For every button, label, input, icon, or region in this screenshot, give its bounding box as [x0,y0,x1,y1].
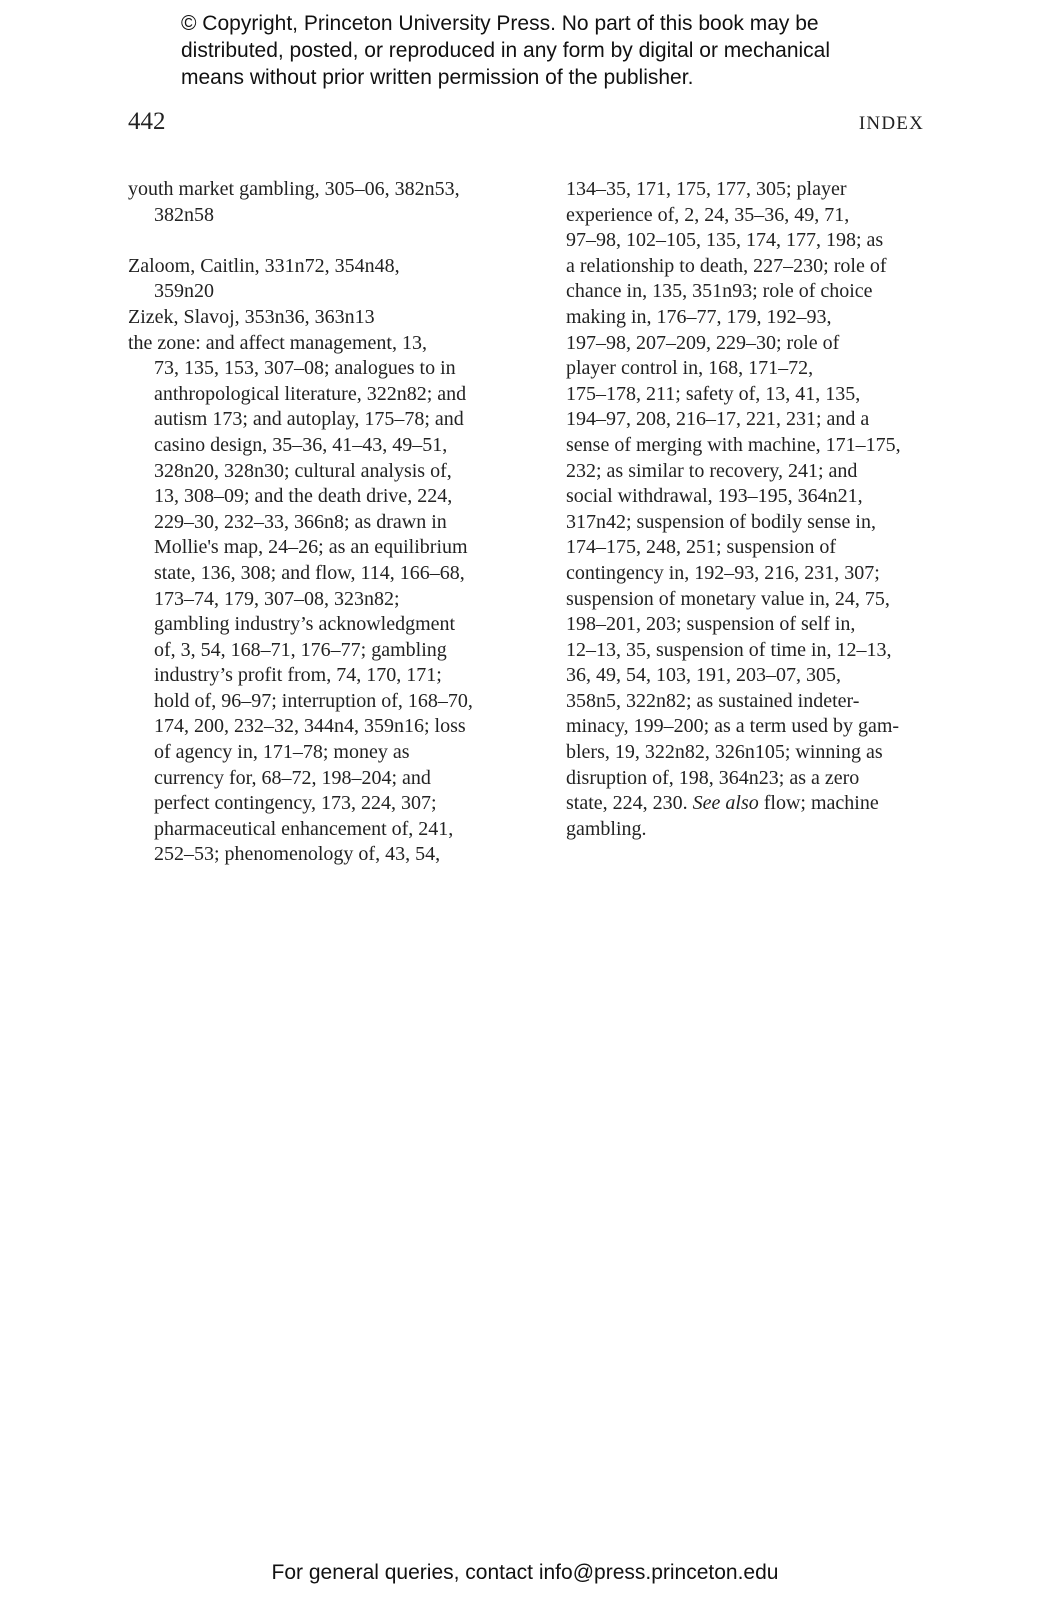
index-line: pharmaceutical enhancement of, 241, [154,817,454,840]
index-line: 73, 135, 153, 307–08; analogues to in [154,357,456,380]
index-line: suspension of monetary value in, 24, 75, [566,587,890,610]
index-line: 194–97, 208, 216–17, 221, 231; and a [566,408,870,431]
index-line: 359n20 [154,280,214,303]
index-line: contingency in, 192–93, 216, 231, 307; [566,561,880,584]
index-line: 173–74, 179, 307–08, 323n82; [154,587,400,610]
see-also-label: See also [692,792,759,815]
index-line: 198–201, 203; suspension of self in, [566,613,856,636]
entry-gap [128,228,518,254]
index-column-left [128,177,518,868]
footer-contact: For general queries, contact info@press.princeton.edu [271,1561,779,1584]
index-line: of agency in, 171–78; money as [154,741,410,764]
copyright-line: © Copyright, Princeton University Press. No part of this book may be [181,12,819,35]
index-line: 229–30, 232–33, 366n8; as drawn in [154,510,447,533]
index-line: 317n42; suspension of bodily sense in, [566,510,876,533]
index-line: casino design, 35–36, 41–43, 49–51, [154,433,448,456]
index-line-see-also [566,791,951,817]
index-line: Mollie's map, 24–26; as an equilibrium [154,536,468,559]
index-line: 12–13, 35, suspension of time in, 12–13, [566,638,892,661]
page-number: 442 [128,108,166,135]
running-head: INDEX [858,113,924,134]
index-line: 197–98, 207–209, 229–30; role of [566,331,840,354]
index-column-right [566,177,951,842]
index-line: making in, 176–77, 179, 192–93, [566,305,832,328]
index-line: 175–178, 211; safety of, 13, 41, 135, [566,382,861,405]
index-line: player control in, 168, 171–72, [566,357,814,380]
index-line: gambling. [566,817,647,840]
index-line: Zizek, Slavoj, 353n36, 363n13 [128,305,375,328]
copyright-line: distributed, posted, or reproduced in any form by digital or mechanical [181,39,831,62]
index-line: chance in, 135, 351n93; role of choice [566,280,873,303]
index-line: 97–98, 102–105, 135, 174, 177, 198; as [566,229,884,252]
index-line: 232; as similar to recovery, 241; and [566,459,858,482]
index-line: 174–175, 248, 251; suspension of [566,536,836,559]
index-line: a relationship to death, 227–230; role of [566,254,887,277]
index-line: 358n5, 322n82; as sustained indeter- [566,689,860,712]
index-text: flow; machine [758,792,879,815]
index-line: 328n20, 328n30; cultural analysis of, [154,459,452,482]
index-line: anthropological literature, 322n82; and [154,382,467,405]
index-line: 252–53; phenomenology of, 43, 54, [154,843,441,866]
index-line: social withdrawal, 193–195, 364n21, [566,485,863,508]
index-line: Zaloom, Caitlin, 331n72, 354n48, [128,254,400,277]
index-line: disruption of, 198, 364n23; as a zero [566,766,860,789]
index-line: the zone: and affect management, 13, [128,331,427,354]
index-line: gambling industry’s acknowledgment [154,613,456,636]
index-line: 134–35, 171, 175, 177, 305; player [566,178,847,200]
index-line: 174, 200, 232–32, 344n4, 359n16; loss [154,715,466,738]
copyright-notice [181,10,941,91]
index-line: 36, 49, 54, 103, 191, 203–07, 305, [566,664,841,687]
index-line: 13, 308–09; and the death drive, 224, [154,485,453,508]
index-line: youth market gambling, 305–06, 382n53, [128,178,460,200]
index-line: state, 136, 308; and flow, 114, 166–68, [154,561,465,584]
index-line: of, 3, 54, 168–71, 176–77; gambling [154,638,447,661]
index-line: experience of, 2, 24, 35–36, 49, 71, [566,203,850,226]
index-line: perfect contingency, 173, 224, 307; [154,792,437,815]
index-line: 382n58 [154,203,214,226]
index-line: industry’s profit from, 74, 170, 171; [154,664,442,687]
index-text: state, 224, 230. [566,792,693,815]
index-line: autism 173; and autoplay, 175–78; and [154,408,464,431]
index-line: currency for, 68–72, 198–204; and [154,766,431,789]
index-line: hold of, 96–97; interruption of, 168–70, [154,689,473,712]
copyright-line: means without prior written permission of the publisher. [181,66,694,89]
index-line: blers, 19, 322n82, 326n105; winning as [566,741,883,764]
index-line: sense of merging with machine, 171–175, [566,433,901,456]
index-line: minacy, 199–200; as a term used by gam- [566,715,900,738]
